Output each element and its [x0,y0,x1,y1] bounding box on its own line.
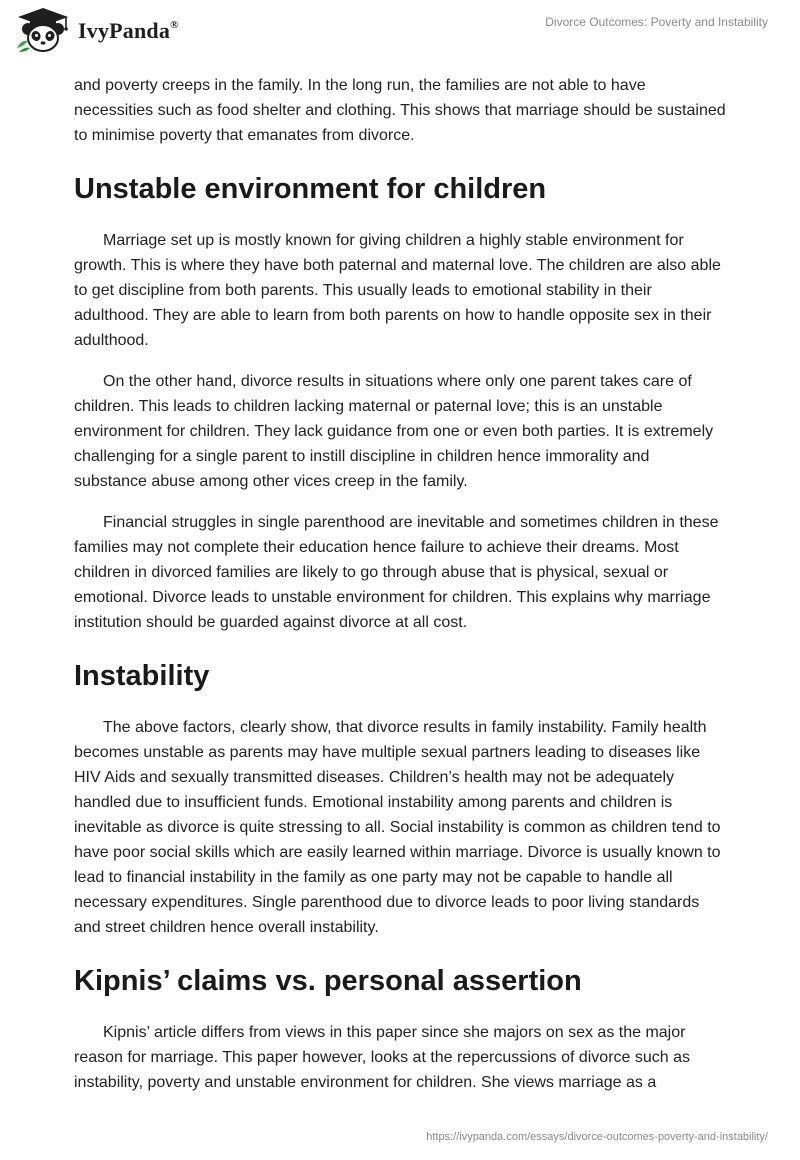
page-title: Divorce Outcomes: Poverty and Instability [545,15,768,29]
section-heading-instability: Instability [74,660,210,692]
essay-content [74,73,726,1111]
section-heading-unstable-environment: Unstable environment for children [74,173,547,205]
logo-text: IvyPanda® [78,18,179,43]
paragraph: Financial struggles in single parenthood are inevitable and sometimes children in these families may not complete their education hence failure to achieve their dreams. Most children in divorced families are likely to go through abuse that is physical, sexual or emotional. Divorce leads to unstable environment for children. This explains why marriage institution should be guarded against divorce at all cost. [74,514,719,631]
paragraph: The above factors, clearly show, that divorce results in family instability. Family health becomes unstable as parents may have multiple sexual partners leading to diseases like HIV Aids and sexually transmitted diseases. Children’s health may not be adequately handled due to insufficient funds. Emotional instability among parents and children is inevitable as divorce is quite stressing to all. Social instability is common as children tend to have poor social skills which are easily learned within marriage. Divorce is usually known to lead to financial instability in the family as one party may not be capable to handle all necessary expenditures. Single parenthood due to divorce leads to poor living standards and street children hence overall instability. [74,719,721,936]
page-header [0,0,800,70]
source-url[interactable]: https://ivypanda.com/essays/divorce-outcomes-poverty-and-instability/ [426,1131,768,1143]
paragraph: Kipnis’ article differs from views in this paper since she majors on sex as the major reason for marriage. This paper however, looks at the repercussions of divorce such as instability, poverty and unstable environment for children. She views marriage as a [74,1024,691,1091]
paragraph: Marriage set up is mostly known for giving children a highly stable environment for growth. This is where they have both paternal and maternal love. The children are also able to get discipline from both parents. This usually leads to emotional stability in their adulthood. They are able to learn from both parents on how to handle opposite sex in their adulthood. [74,232,721,349]
section-heading-kipnis-claims: Kipnis’ claims vs. personal assertion [74,965,582,997]
paragraph: On the other hand, divorce results in situations where only one parent takes care of children. This leads to children lacking maternal or paternal love; this is an unstable environment for children. They lack guidance from one or even both parties. It is extremely challenging for a single parent to instill discipline in children hence immorality and substance abuse among other vices creep in the family. [74,373,714,490]
ivypanda-logo[interactable] [14,6,179,54]
panda-graduate-icon [14,6,72,54]
intro-paragraph: and poverty creeps in the family. In the long run, the families are not able to have necessities such as food shelter and clothing. This shows that marriage should be sustained to minimise poverty that emanates from divorce. [74,77,726,144]
